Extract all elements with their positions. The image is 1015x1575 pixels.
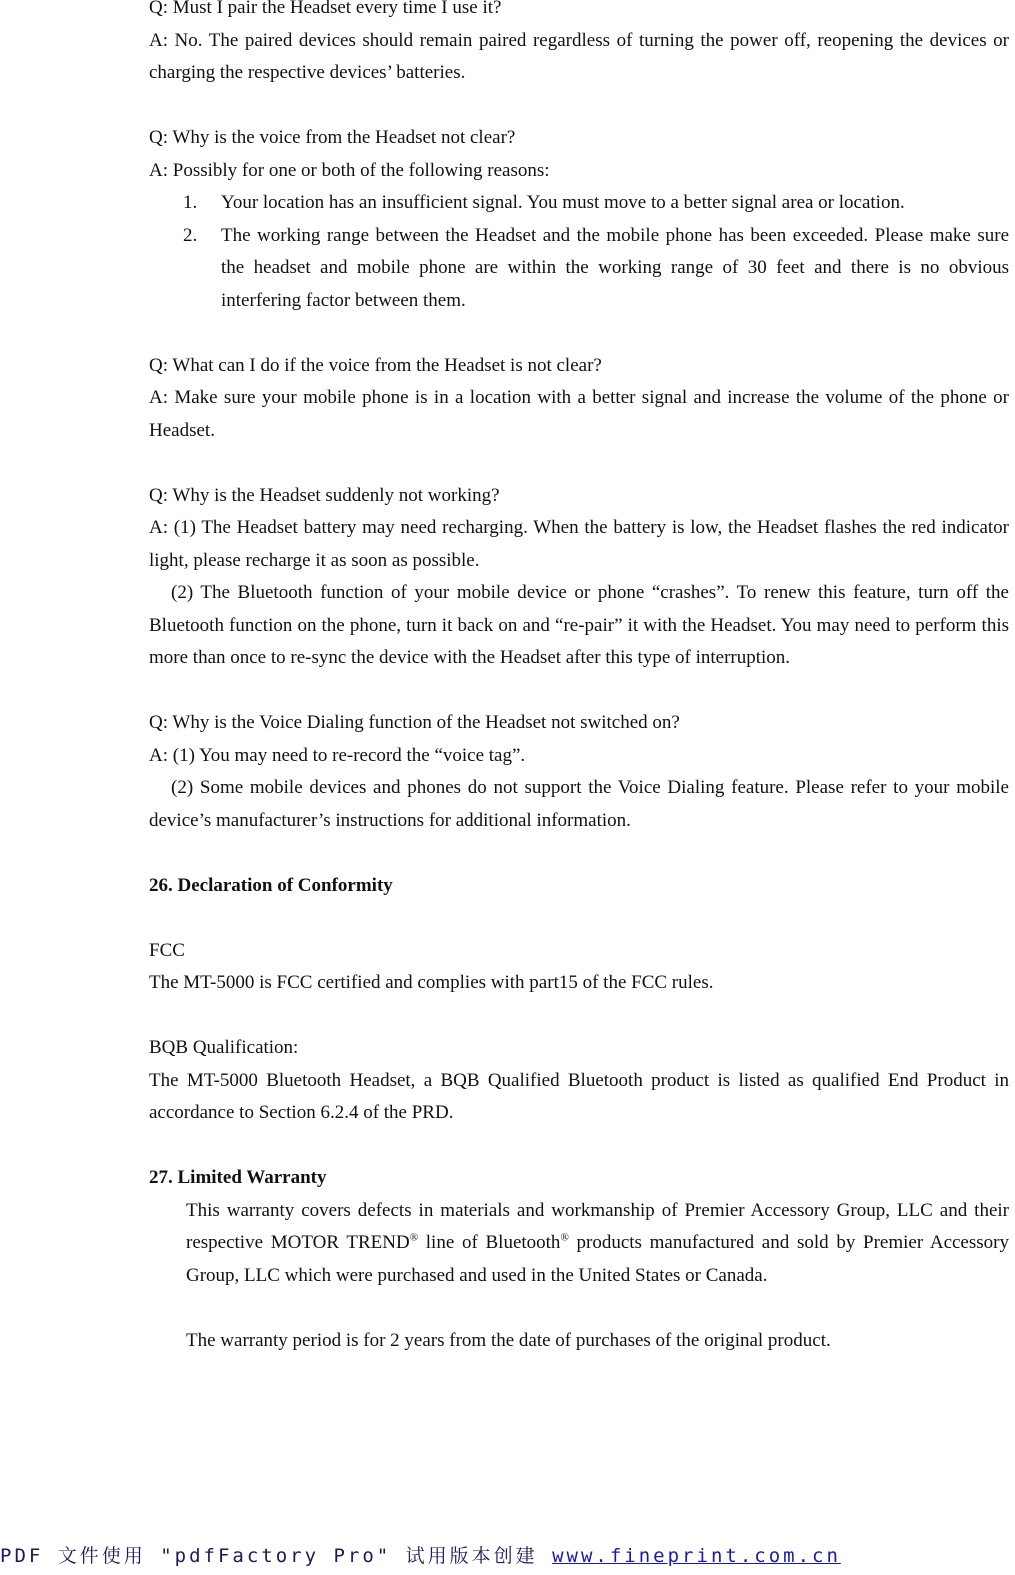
numbered-list: [183, 187, 1009, 317]
bqb-label: BQB Qualification:: [149, 1037, 299, 1058]
faq-answer: A: No. The paired devices should remain paired regardless of turning the power off, reopening the devices or charging the respective devices’ batteries.: [149, 29, 1009, 83]
faq-answer: A: Possibly for one or both of the following reasons:: [149, 159, 550, 181]
document-page: [149, 0, 1009, 1357]
list-item: [183, 220, 1009, 318]
fcc-text: The MT-5000 is FCC certified and complies with part15 of the FCC rules.: [149, 972, 714, 993]
list-item-text: Your location has an insufficient signal. You must move to a better signal area or location.: [221, 192, 905, 213]
bqb-text: The MT-5000 Bluetooth Headset, a BQB Qualified Bluetooth product is listed as qualified End Product in accordance to Section 6.2.4 of the PRD.: [149, 1069, 1009, 1123]
section-heading: 26. Declaration of Conformity: [149, 874, 393, 896]
faq-question: Q: Must I pair the Headset every time I use it?: [149, 0, 502, 18]
warranty-text-part: products manufactured and sold by Premier Accessory Group, LLC which were purchased and used in the United States or Canada.: [186, 1232, 1009, 1286]
list-item-number: 2.: [183, 224, 198, 246]
footer-text: PDF 文件使用 "pdfFactory Pro" 试用版本创建: [0, 1545, 553, 1567]
faq-answer: A: (1) You may need to re-record the “voice tag”.: [149, 744, 526, 766]
list-item-text: The working range between the Headset and the mobile phone has been exceeded. Please make sure the headset and mobile phone are within the working range of 30 feet and there is no obvious interfering factor between them.: [221, 224, 1009, 311]
faq-question: Q: Why is the Voice Dialing function of the Headset not switched on?: [149, 712, 680, 733]
registered-mark: ®: [409, 1231, 419, 1244]
registered-mark: ®: [560, 1231, 569, 1244]
list-item: [183, 187, 1009, 220]
warranty-text-part: line of Bluetooth: [418, 1232, 561, 1253]
faq-answer-continued: (2) Some mobile devices and phones do not support the Voice Dialing feature. Please refer to your mobile device’s manufacturer’s instructions for additional information.: [149, 777, 1009, 831]
faq-answer-continued: (2) The Bluetooth function of your mobile device or phone “crashes”. To renew this feature, turn off the Bluetooth function on the phone, turn it back on and “re-pair” it with the Headset. You may need to perform this more than once to re-sync the device with the Headset after this type of interruption.: [149, 582, 1009, 668]
warranty-period: The warranty period is for 2 years from the date of purchases of the original product.: [186, 1329, 831, 1351]
faq-question: Q: Why is the voice from the Headset not clear?: [149, 127, 516, 148]
pdf-footer: [0, 1541, 841, 1568]
faq-question: Q: What can I do if the voice from the Headset is not clear?: [149, 354, 602, 376]
list-item-number: 1.: [183, 192, 198, 213]
fcc-label: FCC: [149, 939, 185, 961]
warranty-paragraph: [186, 1195, 1009, 1293]
warranty-text-part: This warranty covers defects in materials and workmanship of Premier Accessory Group, LLC and their respective MOTOR TREND: [186, 1199, 1009, 1253]
section-heading: 27. Limited Warranty: [149, 1167, 327, 1188]
faq-answer: A: Make sure your mobile phone is in a location with a better signal and increase the volume of the phone or Headset.: [149, 387, 1009, 441]
footer-link[interactable]: www.fineprint.com.cn: [552, 1545, 841, 1567]
faq-question: Q: Why is the Headset suddenly not working?: [149, 484, 500, 506]
faq-answer: A: (1) The Headset battery may need recharging. When the battery is low, the Headset flashes the red indicator light, please recharge it as soon as possible.: [149, 517, 1009, 571]
